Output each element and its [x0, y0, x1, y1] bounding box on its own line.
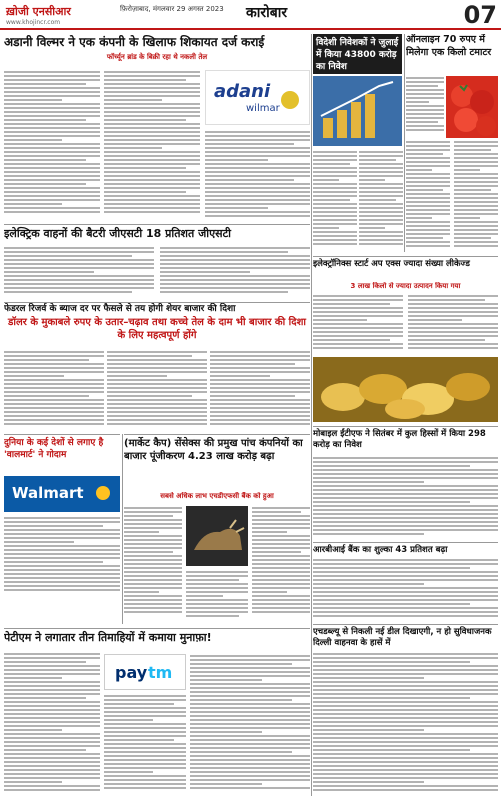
paytm-logo-text-a: pay: [115, 663, 148, 682]
banking-header: [313, 542, 498, 556]
adani-body-col2: [104, 70, 200, 220]
ev-headline: इलेक्ट्रिक वाहनों की बैटरी जीएसटी 18 प्रतिशत जीएसटी: [4, 227, 232, 240]
mcap-header: [124, 434, 310, 490]
paytm-logo-text-b: tm: [148, 663, 173, 682]
tomato-body-col1: [406, 140, 450, 252]
column-divider-walmart: [122, 434, 123, 624]
electronics-headline: इलेक्ट्रॉनिक्स स्टार्ट अप एक्स ज्यादा संख्या लीकेज्ड: [313, 259, 470, 269]
dollar-body-col3: [210, 350, 310, 430]
banking-headline: आरबीआई बैंक का शुल्का 43 प्रतिशत बढ़ा: [313, 545, 448, 555]
adani-subhead: फॉर्च्यून ब्रांड के बिक्री रहा थे नकली तेल: [106, 53, 208, 61]
rupee-growth-illustration: [313, 76, 402, 146]
walmart-body: [4, 516, 120, 596]
ev-body-col2: [160, 246, 310, 298]
section-title: कारोबार: [246, 5, 288, 21]
walmart-spark-icon: [96, 486, 110, 500]
fpi-chart-image: [313, 76, 402, 146]
electronics-body-col1: [313, 294, 403, 354]
adani-body-col1: [4, 70, 100, 220]
electronics-subhead-wrap: [313, 282, 498, 292]
fed-headline: फेडरल रिजर्व के ब्याज दर पर फैसले से तय होगी शेयर बाजार की दिशा: [4, 304, 236, 314]
paytm-body-col2: [104, 694, 186, 796]
fpi-headline: विदेशी निवेशकों ने जुलाई में किया 43800 करोड़ का निवेश: [316, 38, 399, 72]
adani-wilmar-logo: [205, 70, 310, 125]
paytm-body-col3: [190, 654, 310, 796]
tomato-headline: ऑनलाइन 70 रुपए में मिलेगा एक किलो टमाटर: [406, 34, 492, 58]
gold-coins-photo: [313, 357, 498, 422]
devices-header: [313, 624, 498, 650]
tomato-header: [406, 34, 498, 74]
paytm-body-col1: [4, 652, 100, 796]
adani-logo-text: adani: [214, 81, 271, 102]
dollar-body-col1: [4, 350, 104, 430]
mcap-subhead-wrap: [124, 492, 310, 502]
paytm-headline: पेटीएम ने लगातार तीन तिमाहियों में कमाया मुनाफ़ा!: [4, 631, 212, 644]
electronics-subhead: 3 लाख किलो से ज्यादा उत्पादन किया गया: [350, 282, 461, 290]
mobile-header: [313, 426, 498, 454]
tomato-illustration: [446, 76, 498, 138]
adani-article-header: [4, 34, 310, 68]
bull-photo: [186, 506, 248, 566]
devices-headline: एचडब्ल्यू से निकली नई डील दिखाएगी, न हो सुविधाजनक दिल्ली वाहनवा के हासें में: [313, 627, 492, 648]
fpi-headline-box: [313, 34, 402, 74]
ev-header: [4, 224, 310, 242]
walmart-header: [4, 434, 120, 474]
mobile-body: [313, 456, 498, 538]
mobile-headline: मोबाइल ईंटीएफ ने सितंबर में कुल हिस्सों में किया 298 करोड़ का निवेश: [313, 429, 486, 450]
banking-body: [313, 558, 498, 620]
wilmar-logo-text: wilmar: [246, 103, 280, 114]
column-divider-right: [404, 34, 405, 252]
devices-body: [313, 652, 498, 796]
edition-label: www.khojincr.com: [6, 19, 61, 26]
dollar-header: [4, 316, 310, 346]
walmart-logo-text: Walmart: [12, 484, 84, 502]
column-divider: [311, 34, 312, 796]
paytm-logo: [104, 654, 186, 690]
bull-statue-illustration: [186, 506, 248, 566]
mcap-body-col3: [252, 506, 310, 622]
fpi-body-col2: [359, 150, 403, 250]
masthead: [0, 0, 501, 30]
tomato-body-intro: [406, 76, 444, 136]
walmart-logo: [4, 476, 120, 512]
mcap-body-col1: [124, 506, 182, 622]
gold-coins-illustration: [313, 357, 498, 422]
electronics-header: [313, 256, 498, 282]
page-number: 07: [463, 1, 497, 29]
fpi-body-col1: [313, 150, 357, 250]
mcap-subhead: सबसे अधिक लाभ एचडीएफसी बैंक को हुआ: [160, 492, 274, 500]
wilmar-logo-mark: [281, 91, 299, 109]
electronics-body-col2: [408, 294, 498, 354]
tomato-body-col2: [454, 140, 498, 252]
dollar-headline: डॉलर के मुकाबले रुपए के उतार–चढ़ाव तथा कच्चे तेल के दाम भी बाजार की दिशा के लिए महत्वपूर्ण होंगे: [8, 317, 306, 341]
ev-body-col1: [4, 246, 154, 298]
adani-body-col3: [205, 130, 310, 220]
mcap-body-col2: [186, 570, 248, 622]
tomato-photo: [446, 76, 498, 138]
dollar-body-col2: [107, 350, 207, 430]
fed-header: [4, 302, 310, 314]
adani-headline: अडानी विल्मर ने एक कंपनी के खिलाफ शिकायत दर्ज कराई: [4, 35, 265, 49]
dateline: फ़िरोज़ाबाद, मंगलवार 29 अगस्त 2023: [120, 5, 224, 13]
newspaper-brand: ख़ोजी एनसीआर: [6, 5, 71, 18]
walmart-headline: दुनिया के कई देशों से लगाए है 'वालमार्ट' ने गोदाम: [4, 438, 104, 460]
paytm-header: [4, 628, 310, 648]
mcap-headline: (मार्केट कैप) सेंसेक्स की प्रमुख पांच कंपनियों का बाजार पूंजीकरण 4.23 लाख करोड़ बढ़ा: [124, 438, 303, 462]
